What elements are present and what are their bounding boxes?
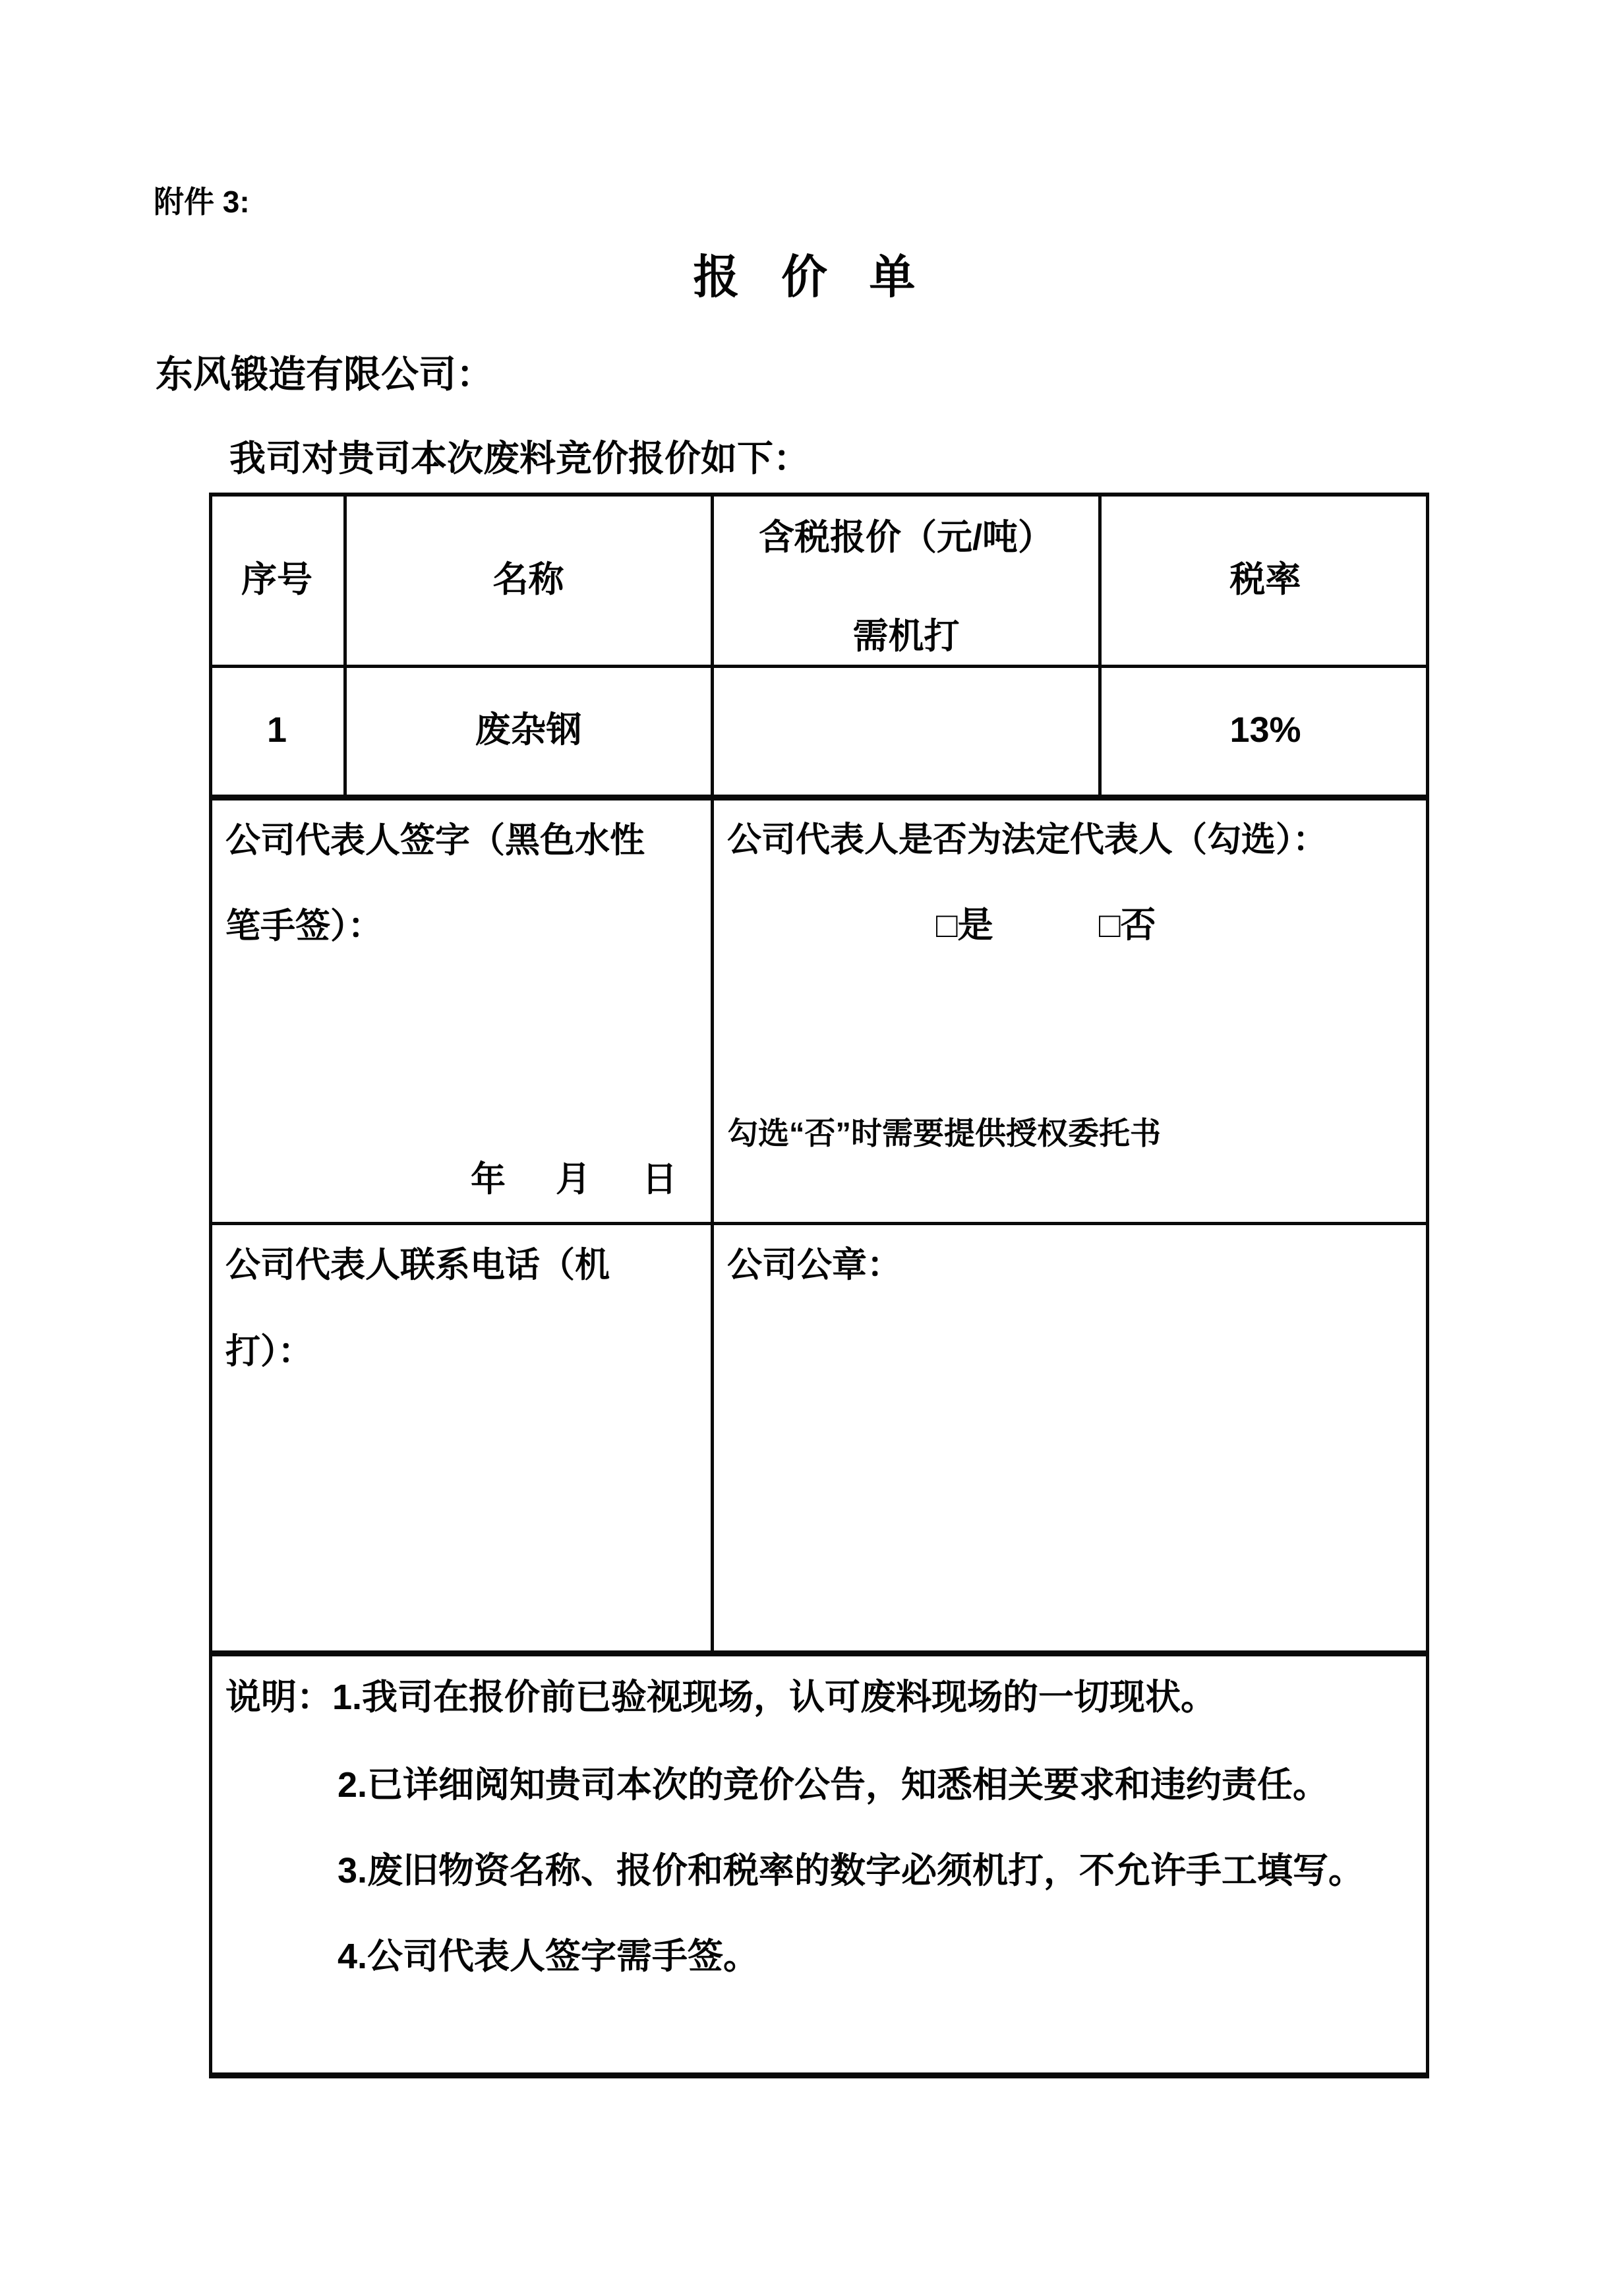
notes-line1: 说明：1.我司在报价前已验视现场，认可废料现场的一切现状。	[225, 1677, 1217, 1717]
col-no-divider	[343, 493, 347, 797]
company-seal-label: 公司公章：	[727, 1246, 902, 1284]
date-month-label: 月	[556, 1160, 591, 1199]
contact-row-bottom-line	[209, 1650, 1429, 1656]
signature-label-line1: 公司代表人签字（黑色水性	[225, 821, 645, 860]
recipient-line: 东风锻造有限公司：	[156, 353, 494, 396]
col-name-divider	[711, 493, 714, 1653]
contact-label-line2: 打）：	[225, 1332, 313, 1371]
datarow-bottom-line	[209, 795, 1429, 801]
checkbox-yes: □是	[936, 905, 993, 945]
legal-rep-question: 公司代表人是否为法定代表人（勾选）：	[727, 821, 1328, 859]
notes-line4: 4.公司代表人签字需手签。	[338, 1937, 759, 1976]
col-price-divider	[1098, 493, 1102, 797]
header-cell-price-line2: 需机打	[852, 617, 960, 656]
contact-label-line1: 公司代表人联系电话（机	[225, 1246, 610, 1284]
header-cell-name: 名称	[492, 560, 564, 599]
notes-line2: 2.已详细阅知贵司本次的竞价公告，知悉相关要求和违约责任。	[338, 1765, 1329, 1805]
checkbox-no: □否	[1099, 905, 1156, 945]
authorization-note: 勾选“否”时需要提供授权委托书	[727, 1116, 1161, 1151]
notes-line3: 3.废旧物资名称、报价和税率的数字必须机打，不允许手工填写。	[338, 1851, 1365, 1890]
signature-row-bottom-line	[209, 1222, 1429, 1225]
row1-cell-name: 废杂钢	[475, 710, 582, 750]
header-cell-no: 序号	[241, 560, 312, 599]
signature-label-line2: 笔手签）：	[225, 907, 383, 946]
row1-cell-tax: 13%	[1229, 710, 1301, 750]
date-day-label: 日	[642, 1160, 677, 1199]
row1-cell-no: 1	[266, 710, 287, 750]
intro-line: 我司对贵司本次废料竞价报价如下：	[229, 438, 810, 479]
attachment-label: 附件 3:	[154, 185, 250, 219]
page-title: 报 价 单	[693, 251, 930, 303]
header-bottom-line	[209, 665, 1429, 668]
header-cell-price-line1: 含税报价（元/吨）	[758, 518, 1053, 557]
header-cell-tax: 税率	[1229, 560, 1301, 599]
date-year-label: 年	[471, 1160, 506, 1199]
